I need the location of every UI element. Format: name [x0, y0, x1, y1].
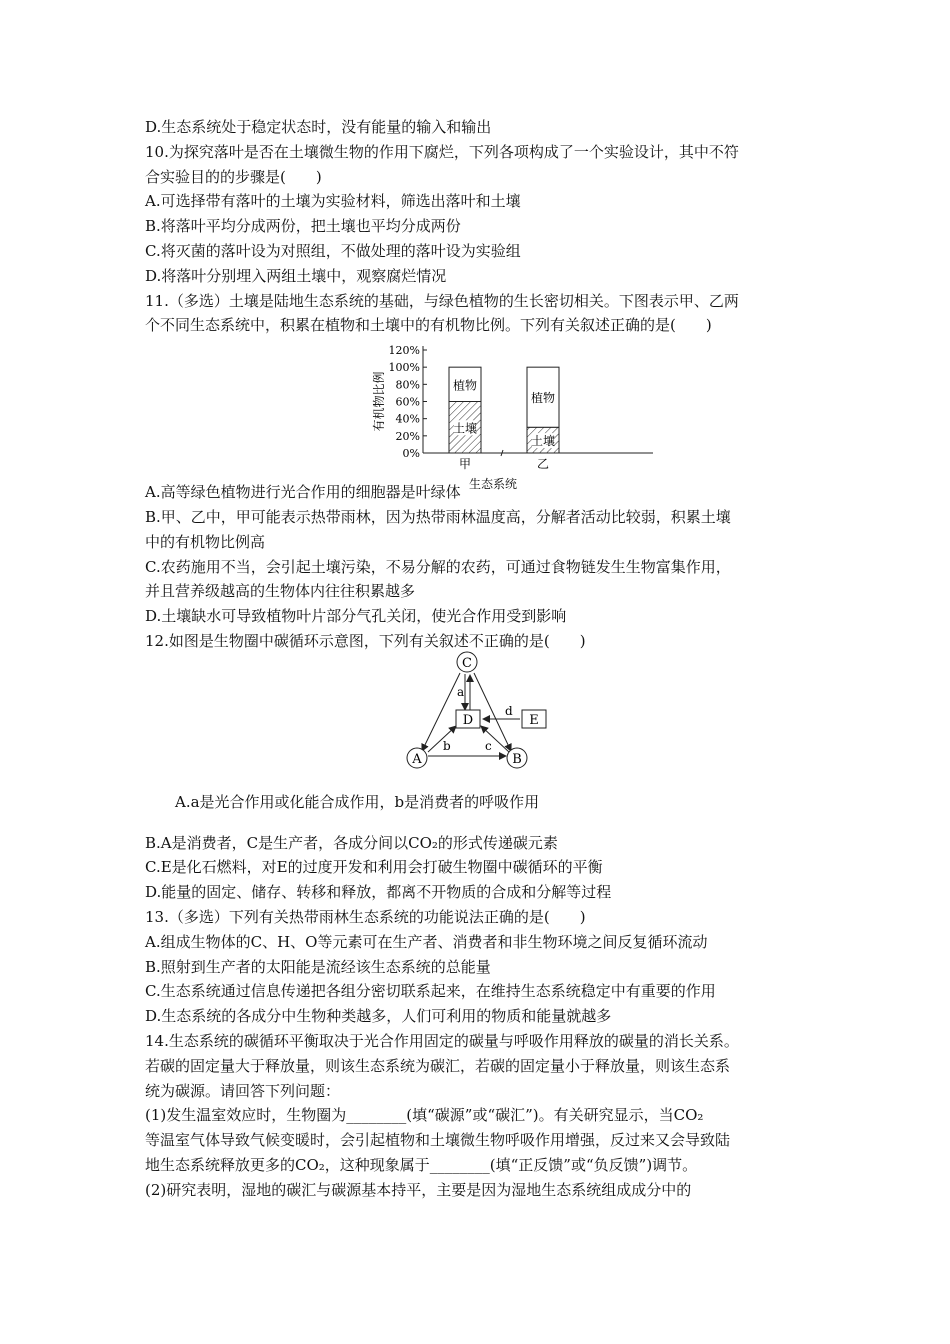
- bar-segment-label: 植物: [530, 391, 556, 406]
- option-b: B.甲、乙中，甲可能表示热带雨林，因为热带雨林温度高，分解者活动比较弱，积累土壤: [145, 507, 731, 526]
- option-d: D.生态系统的各成分中生物种类越多，人们可利用的物质和能量就越多: [145, 1007, 612, 1026]
- question-11-stem: 11.（多选）土壤是陆地生态系统的基础，与绿色植物的生长密切相关。下图表示甲、乙两: [145, 291, 739, 310]
- bar-segment-label: 土壤: [452, 421, 478, 436]
- document-page: [145, 115, 810, 1203]
- question-10-stem: 10.为探究落叶是否在土壤微生物的作用下腐烂，下列各项构成了一个实验设计，其中不符: [145, 142, 739, 161]
- question-12-stem: 12.如图是生物圈中碳循环示意图，下列有关叙述不正确的是( ): [145, 631, 586, 650]
- node-e-label: E: [529, 712, 539, 728]
- question-14-stem: 14.生态系统的碳循环平衡取决于光合作用固定的碳量与呼吸作用释放的碳量的消长关系。: [145, 1031, 739, 1050]
- option-a: A.组成生物体的C、H、O等元素可在生产者、消费者和非生物环境之间反复循环流动: [145, 932, 708, 951]
- text-line: 并且营养级越高的生物体内往往积累越多: [145, 582, 416, 601]
- option-a: A.可选择带有落叶的土壤为实验材料，筛选出落叶和土壤: [145, 192, 521, 211]
- option-d: D.将落叶分别埋入两组土壤中，观察腐烂情况: [145, 266, 447, 285]
- y-tick-label: 100%: [388, 361, 420, 375]
- text-line: 个不同生态系统中，积累在植物和土壤中的有机物比例。下列有关叙述正确的是( ): [145, 316, 712, 335]
- text-line: 地生态系统释放更多的CO₂，这种现象属于________(填“正反馈”或“负反馈”)调节。: [145, 1155, 698, 1174]
- option-b: B.A是消费者，C是生产者，各成分间以CO₂的形式传递碳元素: [145, 833, 558, 852]
- edge-label-c: c: [485, 738, 492, 753]
- y-tick-label: 120%: [388, 344, 420, 358]
- text-line: 等温室气体导致气候变暖时，会引起植物和土壤微生物呼吸作用增强，反过来又会导致陆: [145, 1131, 731, 1150]
- edge-label-a: a: [457, 684, 465, 699]
- node-a-label: A: [412, 751, 422, 767]
- y-tick-label: 60%: [395, 395, 420, 409]
- node-c-label: C: [462, 655, 472, 671]
- option-c: C.生态系统通过信息传递把各组分密切联系起来，在维持生态系统稳定中有重要的作用: [145, 982, 716, 1001]
- sub-question-2: (2)研究表明，湿地的碳汇与碳源基本持平，主要是因为湿地生态系统组成成分中的: [145, 1180, 692, 1199]
- question-11-options: [145, 480, 810, 654]
- sub-question-1: (1)发生温室效应时，生物圈为________(填“碳源”或“碳汇”)。有关研究显示，当CO₂: [145, 1106, 704, 1125]
- y-tick-label: 40%: [395, 412, 420, 426]
- x-tick-label: 乙: [536, 457, 550, 472]
- carbon-cycle-diagram: [145, 654, 810, 774]
- y-tick-label: 20%: [395, 430, 420, 444]
- option-d: D.能量的固定、储存、转移和释放，都离不开物质的合成和分解等过程: [145, 883, 612, 902]
- text-line: 若碳的固定量大于释放量，则该生态系统为碳汇，若碳的固定量小于释放量，则该生态系: [145, 1056, 731, 1075]
- text-line: 合实验目的的步骤是( ): [145, 167, 322, 186]
- node-b-label: B: [512, 751, 522, 767]
- question-block-top: [145, 115, 810, 338]
- question-12-option-a: A.a是光合作用或化能合成作用，b是消费者的呼吸作用: [175, 792, 540, 811]
- chart-svg: [145, 338, 810, 492]
- spacer: [145, 815, 810, 831]
- text-line: D.生态系统处于稳定状态时，没有能量的输入和输出: [145, 118, 492, 136]
- option-c: C.农药施用不当，会引起土壤污染，不易分解的农药，可通过食物链发生生物富集作用，: [145, 557, 731, 576]
- edge-label-d: d: [505, 703, 513, 718]
- x-axis-label: 生态系统: [468, 477, 518, 492]
- x-tick-label: 甲: [458, 457, 472, 472]
- organic-matter-chart: [145, 338, 810, 492]
- option-b: B.将落叶平均分成两份，把土壤也平均分成两份: [145, 217, 461, 236]
- diagram-svg: [145, 654, 810, 774]
- node-d-label: D: [462, 712, 474, 728]
- option-b: B.照射到生产者的太阳能是流经该生态系统的总能量: [145, 957, 491, 976]
- edge-label-b: b: [443, 738, 451, 753]
- option-a: A.高等绿色植物进行光合作用的细胞器是叶绿体: [145, 483, 461, 502]
- bar-segment-label: 植物: [452, 378, 478, 393]
- y-tick-label: 80%: [395, 378, 420, 392]
- option-d: D.土壤缺水可导致植物叶片部分气孔关闭，使光合作用受到影响: [145, 607, 567, 626]
- spacer: [145, 774, 810, 790]
- option-c: C.E是化石燃料，对E的过度开发和利用会打破生物圈中碳循环的平衡: [145, 858, 603, 877]
- text-line: 统为碳源。请回答下列问题：: [145, 1081, 341, 1100]
- y-axis-label: 有机物比例: [372, 371, 386, 432]
- bar-segment-label: 土壤: [530, 434, 556, 449]
- y-tick-label: 0%: [402, 447, 420, 461]
- question-13-stem: 13.（多选）下列有关热带雨林生态系统的功能说法正确的是( ): [145, 907, 586, 926]
- question-block-bottom: [145, 831, 810, 1203]
- option-c: C.将灭菌的落叶设为对照组，不做处理的落叶设为实验组: [145, 241, 521, 260]
- text-line: 中的有机物比例高: [145, 532, 266, 551]
